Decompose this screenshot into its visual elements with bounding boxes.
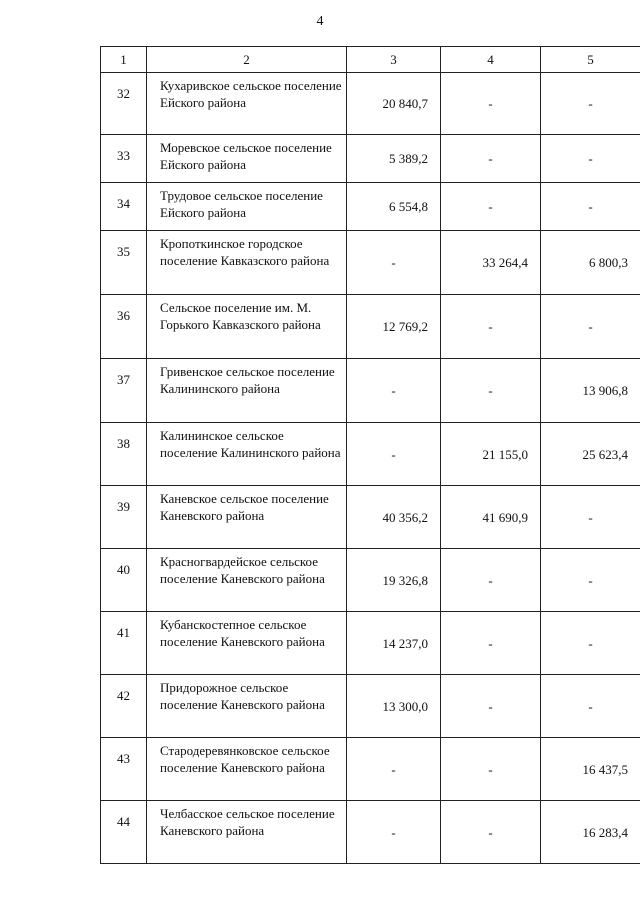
column-4-value: 33 264,4 [441, 231, 541, 295]
column-3-value: - [347, 423, 441, 486]
row-number: 33 [101, 135, 147, 183]
column-5-value: - [541, 295, 640, 359]
settlement-name: Кухаривское сельское поселение Ейского района [147, 73, 347, 135]
table-row [101, 801, 640, 864]
column-3-value: 19 326,8 [347, 549, 441, 612]
row-number: 44 [101, 801, 147, 864]
column-5-value: 6 800,3 [541, 231, 640, 295]
page-number: 4 [316, 14, 324, 29]
row-number: 34 [101, 183, 147, 231]
row-number: 38 [101, 423, 147, 486]
settlement-name: Трудовое сельское поселение Ейского района [147, 183, 347, 231]
column-header-1: 1 [101, 47, 147, 73]
column-4-value: - [441, 295, 541, 359]
settlement-name: Гривенское сельское поселение Калининского района [147, 359, 347, 423]
table-header-row [101, 47, 640, 73]
column-header-3: 3 [347, 47, 441, 73]
column-4-value: 41 690,9 [441, 486, 541, 549]
column-3-value: - [347, 738, 441, 801]
table-body [101, 73, 640, 864]
table-row [101, 486, 640, 549]
column-5-value: - [541, 612, 640, 675]
column-4-value: - [441, 549, 541, 612]
settlement-name: Каневское сельское поселение Каневского района [147, 486, 347, 549]
column-4-value: - [441, 675, 541, 738]
table-row [101, 231, 640, 295]
settlement-name: Стародеревянковское сельское поселение Каневского района [147, 738, 347, 801]
table-row [101, 295, 640, 359]
settlement-name: Калининское сельское поселение Калининского района [147, 423, 347, 486]
column-5-value: 16 437,5 [541, 738, 640, 801]
table-row [101, 135, 640, 183]
column-5-value: - [541, 486, 640, 549]
column-header-2: 2 [147, 47, 347, 73]
column-5-value: 13 906,8 [541, 359, 640, 423]
column-5-value: - [541, 135, 640, 183]
column-5-value: 25 623,4 [541, 423, 640, 486]
column-5-value: - [541, 73, 640, 135]
column-3-value: - [347, 359, 441, 423]
column-3-value: 40 356,2 [347, 486, 441, 549]
budget-allocation-table [100, 46, 640, 864]
row-number: 35 [101, 231, 147, 295]
column-4-value: - [441, 738, 541, 801]
row-number: 36 [101, 295, 147, 359]
row-number: 41 [101, 612, 147, 675]
column-3-value: 13 300,0 [347, 675, 441, 738]
column-4-value: - [441, 135, 541, 183]
settlement-name: Кропоткинское городское поселение Кавказского района [147, 231, 347, 295]
row-number: 42 [101, 675, 147, 738]
column-5-value: - [541, 183, 640, 231]
column-header-4: 4 [441, 47, 541, 73]
column-3-value: - [347, 231, 441, 295]
column-4-value: - [441, 801, 541, 864]
column-5-value: 16 283,4 [541, 801, 640, 864]
column-4-value: 21 155,0 [441, 423, 541, 486]
settlement-name: Красногвардейское сельское поселение Каневского района [147, 549, 347, 612]
column-3-value: 20 840,7 [347, 73, 441, 135]
settlement-name: Челбасское сельское поселение Каневского района [147, 801, 347, 864]
table-row [101, 612, 640, 675]
column-3-value: 12 769,2 [347, 295, 441, 359]
table-row [101, 359, 640, 423]
row-number: 32 [101, 73, 147, 135]
table-row [101, 423, 640, 486]
table-row [101, 549, 640, 612]
column-4-value: - [441, 612, 541, 675]
column-4-value: - [441, 359, 541, 423]
settlement-name: Придорожное сельское поселение Каневского района [147, 675, 347, 738]
column-3-value: 14 237,0 [347, 612, 441, 675]
column-4-value: - [441, 183, 541, 231]
column-3-value: 6 554,8 [347, 183, 441, 231]
column-4-value: - [441, 73, 541, 135]
settlement-name: Сельское поселение им. М. Горького Кавказского района [147, 295, 347, 359]
column-3-value: 5 389,2 [347, 135, 441, 183]
table-row [101, 675, 640, 738]
column-3-value: - [347, 801, 441, 864]
table-row [101, 738, 640, 801]
table-row [101, 183, 640, 231]
table-row [101, 73, 640, 135]
row-number: 37 [101, 359, 147, 423]
settlement-name: Моревское сельское поселение Ейского района [147, 135, 347, 183]
row-number: 43 [101, 738, 147, 801]
row-number: 39 [101, 486, 147, 549]
column-5-value: - [541, 549, 640, 612]
column-5-value: - [541, 675, 640, 738]
column-header-5: 5 [541, 47, 640, 73]
settlement-name: Кубанскостепное сельское поселение Каневского района [147, 612, 347, 675]
row-number: 40 [101, 549, 147, 612]
